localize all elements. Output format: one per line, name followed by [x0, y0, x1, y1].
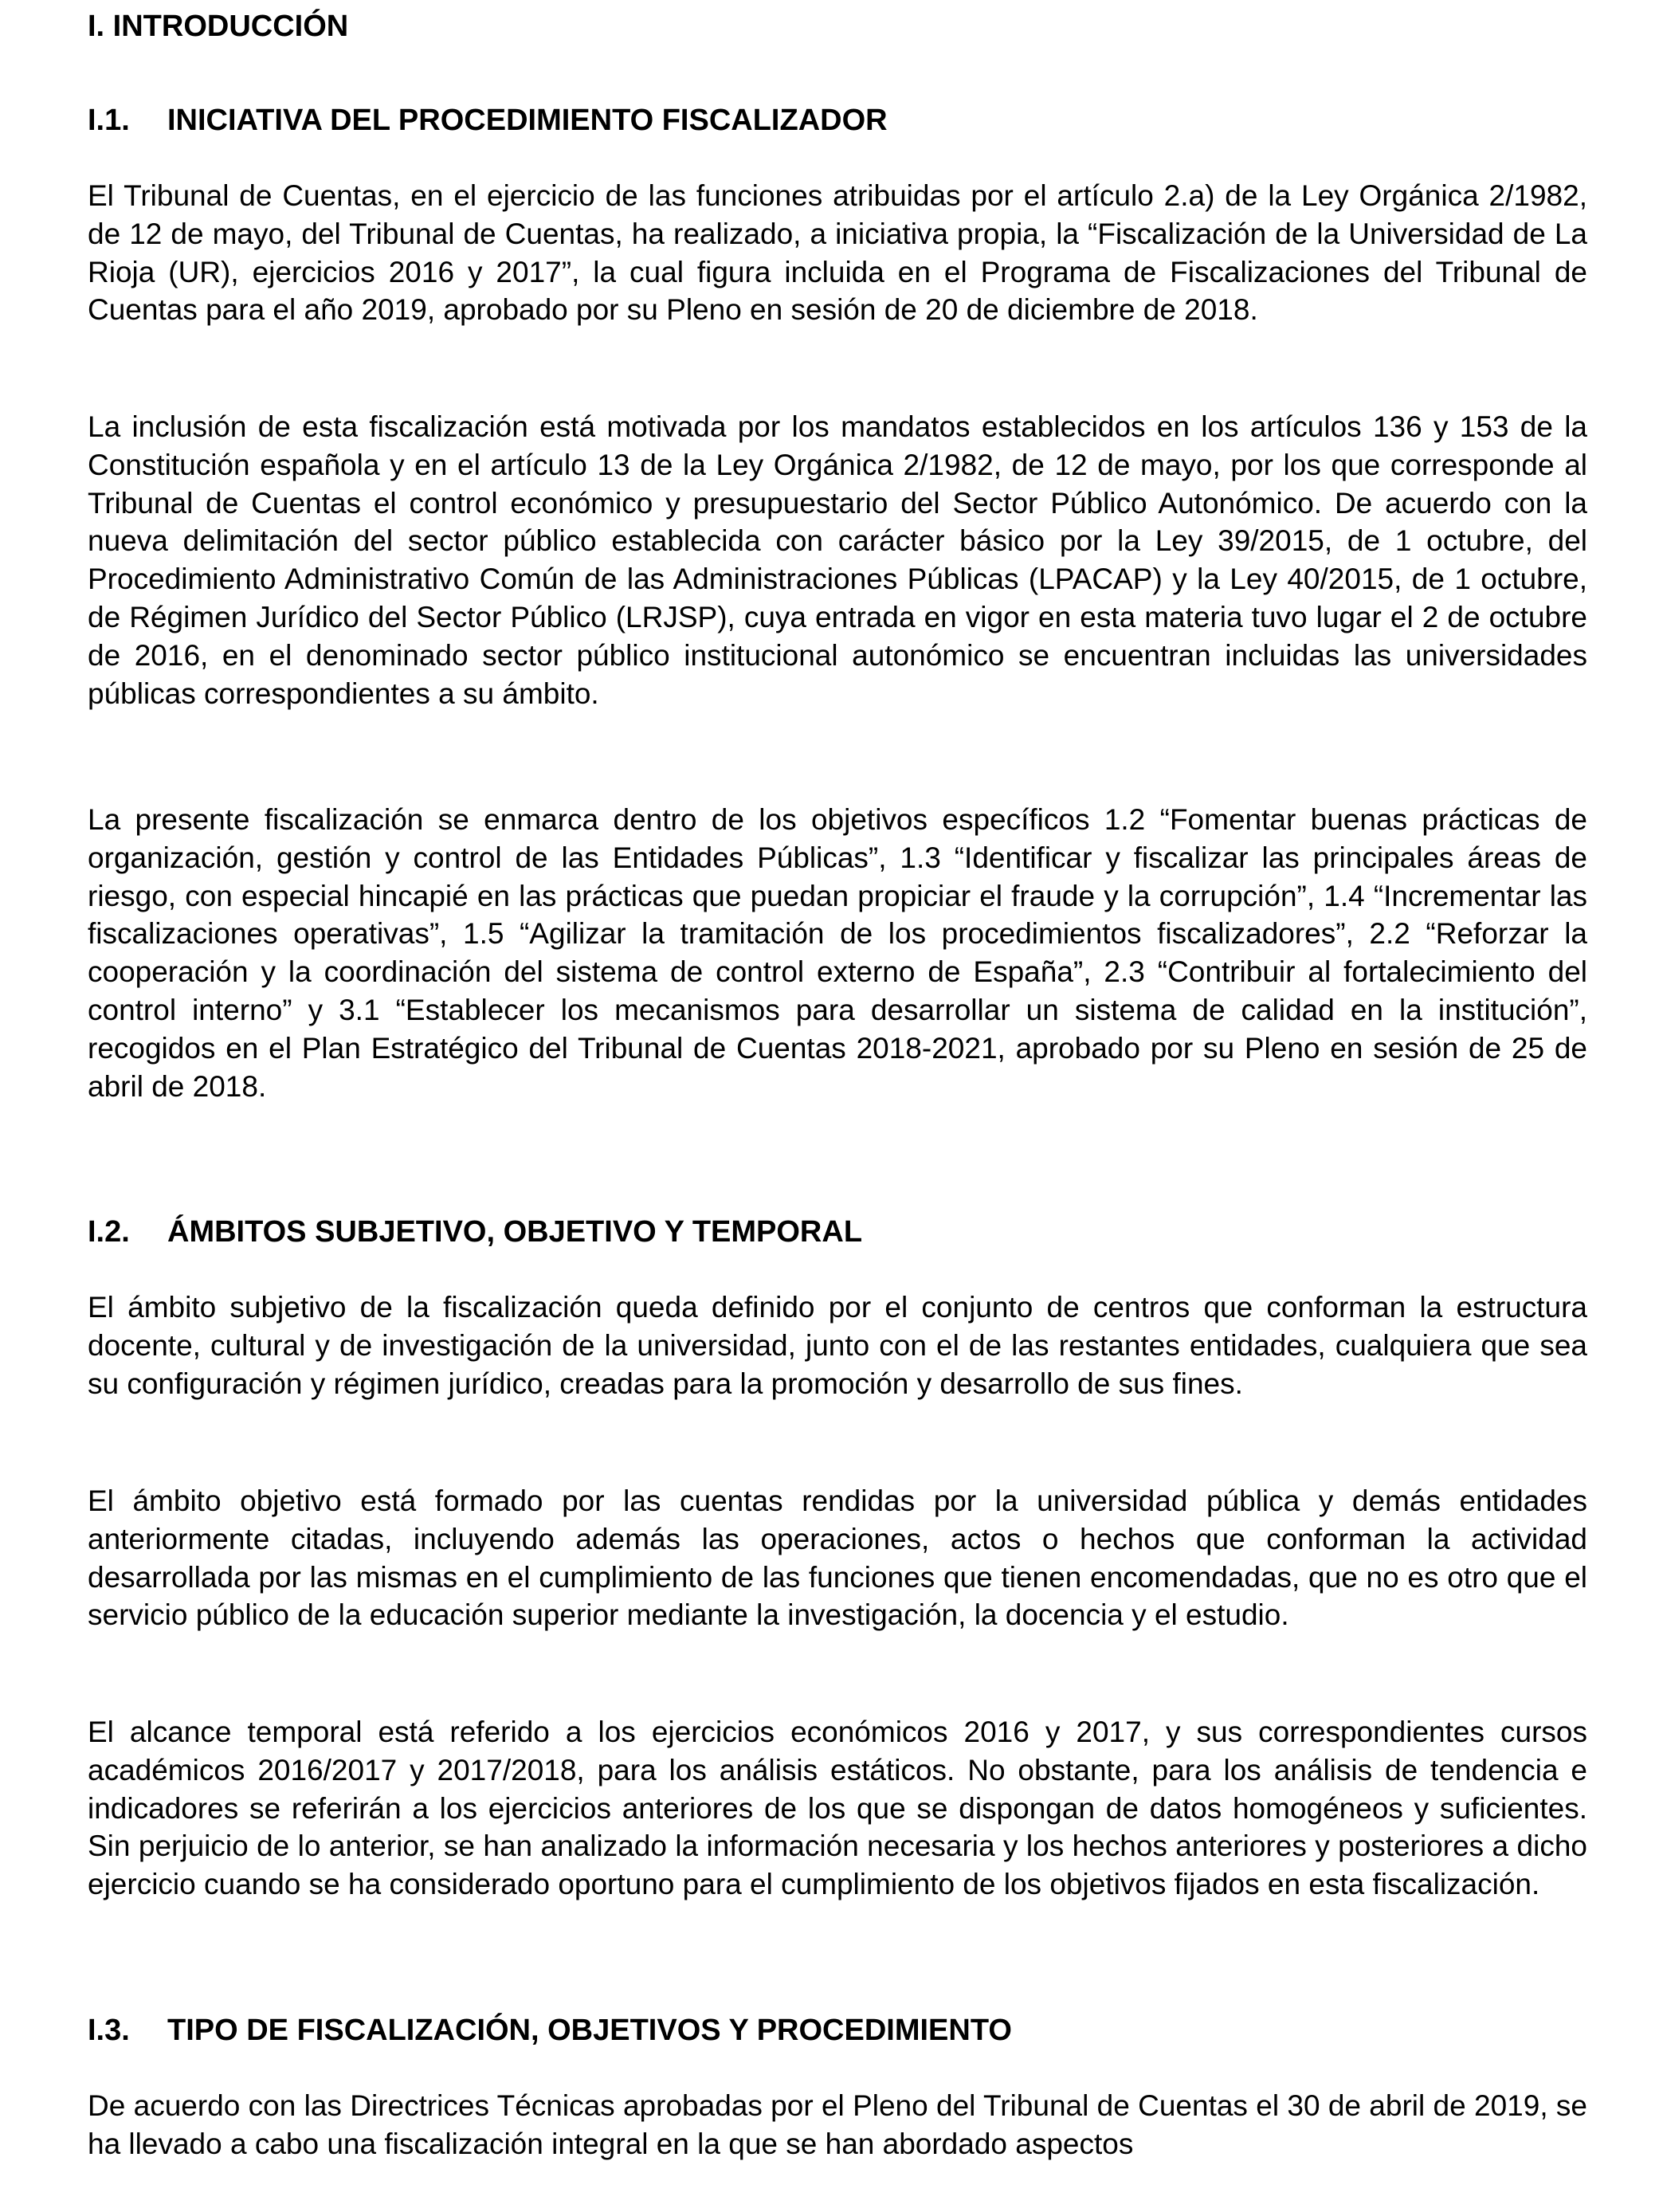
section-title: INICIATIVA DEL PROCEDIMIENTO FISCALIZADOR [167, 104, 888, 137]
section-heading-1 [88, 101, 888, 139]
section-heading-3 [88, 2011, 1012, 2049]
paragraph: El alcance temporal está referido a los ejercicios económicos 2016 y 2017, y sus correspondientes cursos académicos 2016/2017 y 2017/2018, para los análisis estáticos. No obstante, para los análisis de tendencia e indicadores se referirán a los ejercicios anteriores de los que se dispongan de datos homogéneos y suficientes. Sin perjuicio de lo anterior, se han analizado la información necesaria y los hechos anteriores y posteriores a dicho ejercicio cuando se ha considerado oportuno para el cumplimiento de los objetivos fijados en esta fiscalización. [88, 1716, 1587, 1901]
paragraph: La inclusión de esta fiscalización está motivada por los mandatos establecidos en los artículos 136 y 153 de la Constitución española y en el artículo 13 de la Ley Orgánica 2/1982, de 12 de mayo, por los que corresponde al Tribunal de Cuentas el control económico y presupuestario del Sector Público Autonómico. De acuerdo con la nueva delimitación del sector público establecida con carácter básico por la Ley 39/2015, de 1 octubre, del Procedimiento Administrativo Común de las Administraciones Públicas (LPACAP) y la Ley 40/2015, de 1 octubre, de Régimen Jurídico del Sector Público (LRJSP), cuya entrada en vigor en esta materia tuvo lugar el 2 de octubre de 2016, en el denominado sector público institucional autonómico se encuentran incluidas las universidades públicas correspondientes a su ámbito. [88, 410, 1587, 710]
paragraph: El Tribunal de Cuentas, en el ejercicio de las funciones atribuidas por el artículo 2.a) de la Ley Orgánica 2/1982, de 12 de mayo, del Tribunal de Cuentas, ha realizado, a iniciativa propia, la “Fiscalización de la Universidad de La Rioja (UR), ejercicios 2016 y 2017”, la cual figura incluida en el Programa de Fiscalizaciones del Tribunal de Cuentas para el año 2019, aprobado por su Pleno en sesión de 20 de diciembre de 2018. [88, 179, 1587, 327]
section-number: I.3. [88, 2014, 130, 2047]
section-number: I.1. [88, 104, 130, 137]
paragraph: El ámbito subjetivo de la fiscalización queda definido por el conjunto de centros que conforman la estructura docente, cultural y de investigación de la universidad, junto con el de las restantes entidades, cualquiera que sea su configuración y régimen jurídico, creadas para la promoción y desarrollo de sus fines. [88, 1291, 1587, 1400]
paragraph: La presente fiscalización se enmarca dentro de los objetivos específicos 1.2 “Fomentar buenas prácticas de organización, gestión y control de las Entidades Públicas”, 1.3 “Identificar y fiscalizar las principales áreas de riesgo, con especial hincapié en las prácticas que puedan propiciar el fraude y la corrupción”, 1.4 “Incrementar las fiscalizaciones operativas”, 1.5 “Agilizar la tramitación de los procedimientos fiscalizadores”, 2.2 “Reforzar la cooperación y la coordinación del sistema de control externo de España”, 2.3 “Contribuir al fortalecimiento del control interno” y 3.1 “Establecer los mecanismos para desarrollar un sistema de calidad en la institución”, recogidos en el Plan Estratégico del Tribunal de Cuentas 2018-2021, aprobado por su Pleno en sesión de 25 de abril de 2018. [88, 803, 1587, 1103]
section-number: I.2. [88, 1215, 130, 1249]
section-title: ÁMBITOS SUBJETIVO, OBJETIVO Y TEMPORAL [167, 1215, 863, 1249]
section-heading-2 [88, 1213, 862, 1251]
main-heading: I. INTRODUCCIÓN [88, 10, 349, 43]
paragraph: El ámbito objetivo está formado por las cuentas rendidas por la universidad pública y demás entidades anteriormente citadas, incluyendo además las operaciones, actos o hechos que conforman la actividad desarrollada por las mismas en el cumplimiento de las funciones que tienen encomendadas, que no es otro que el servicio público de la educación superior mediante la investigación, la docencia y el estudio. [88, 1484, 1587, 1632]
paragraph: De acuerdo con las Directrices Técnicas aprobadas por el Pleno del Tribunal de Cuentas el 30 de abril de 2019, se ha llevado a cabo una fiscalización integral en la que se han abordado aspectos [88, 2089, 1587, 2160]
section-title: TIPO DE FISCALIZACIÓN, OBJETIVOS Y PROCEDIMIENTO [167, 2014, 1012, 2047]
